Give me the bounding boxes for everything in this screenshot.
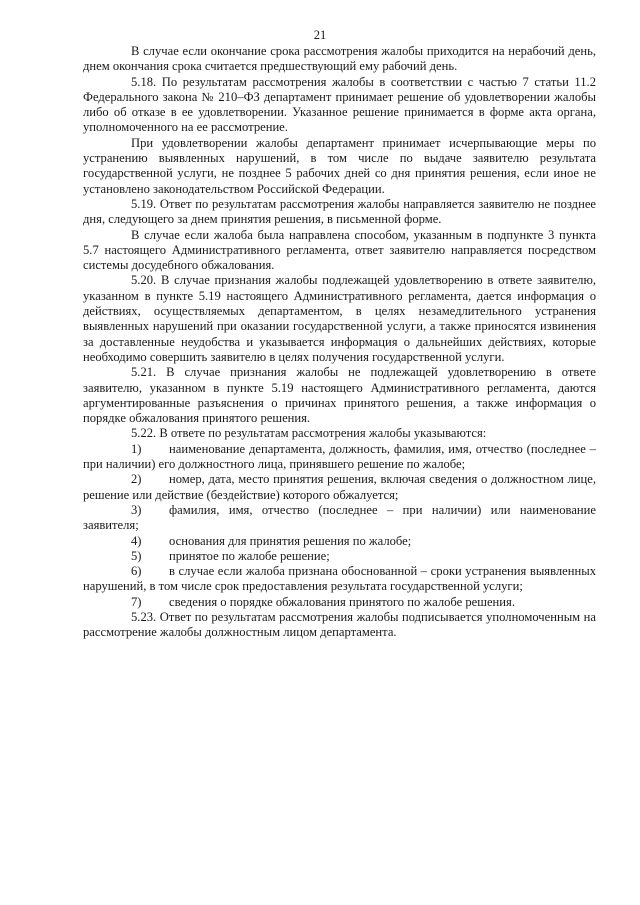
closing-paragraph: 5.23. Ответ по результатам рассмотрения жалобы подписывается уполномоченным на рассмотрение жалобы должностным лицом департамента.	[83, 609, 596, 640]
list-item-number: 4)	[131, 533, 142, 548]
list-item	[83, 503, 596, 534]
page-number: 21	[313, 28, 327, 42]
list-item	[83, 564, 596, 595]
list-item-number: 7)	[131, 594, 142, 609]
list-item	[83, 534, 596, 549]
document-body	[83, 44, 596, 641]
paragraph: 5.22. В ответе по результатам рассмотрения жалобы указываются:	[131, 426, 487, 441]
paragraph: 5.19. Ответ по результатам рассмотрения жалобы направляется заявителю не позднее дня, следующего за днем принятия решения, в письменной форме.	[83, 196, 596, 227]
list-item-number: 1)	[131, 441, 142, 456]
paragraph: 5.20. В случае признания жалобы подлежащей удовлетворению в ответе заявителю, указанном в пункте 5.19 настоящего Административного регламента, дается информация о действиях, осуществляемых департаментом, в целях незамедлительного устранения выявленных нарушений при оказании государственной услуги, а также приносятся извинения за доставленные неудобства и указывается информация о дальнейших действиях, которые необходимо совершить заявителю в целях получения государственной услуги.	[83, 273, 596, 364]
paragraph: При удовлетворении жалобы департамент принимает исчерпывающие меры по устранению выявленных нарушений, в том числе по выдаче заявителю результата государственной услуги, не позднее 5 рабочих дней со дня принятия решения, если иное не установлено законодательством Российской Федерации.	[83, 135, 596, 196]
paragraph: В случае если жалоба была направлена способом, указанным в подпункте 3 пункта 5.7 настоящего Административного регламента, ответ заявителю направляется посредством системы досудебного обжалования.	[83, 227, 596, 273]
list-item	[83, 442, 596, 473]
list-item-text: принятое по жалобе решение;	[169, 548, 330, 563]
list-item-number: 2)	[131, 472, 142, 487]
list-item-number: 6)	[131, 564, 142, 579]
paragraph: В случае если окончание срока рассмотрения жалобы приходится на нерабочий день, днем окончания срока считается предшествующий ему рабочий день.	[83, 44, 596, 74]
list-item-text: основания для принятия решения по жалобе;	[169, 533, 412, 548]
list-item-text: фамилия, имя, отчество (последнее – при наличии) или наименование заявителя;	[83, 502, 596, 533]
list-item-number: 5)	[131, 548, 142, 563]
list-item-text: номер, дата, место принятия решения, включая сведения о должностном лице, решение или действие (бездействие) которого обжалуется;	[83, 472, 596, 502]
list-item-number: 3)	[131, 502, 142, 517]
list-item	[83, 595, 596, 610]
list-item	[83, 472, 596, 503]
list-item-text: сведения о порядке обжалования принятого по жалобе решения.	[169, 594, 515, 609]
list-item-text: наименование департамента, должность, фамилия, имя, отчество (последнее – при наличии) его должностного лица, принявшего решение по жалобе;	[83, 441, 596, 472]
paragraph: 5.18. По результатам рассмотрения жалобы в соответствии с частью 7 статьи 11.2 Федерального закона № 210–ФЗ департамент принимает решение об удовлетворении жалобы либо об отказе в ее удовлетворении. Указанное решение принимается в форме акта органа, уполномоченного на ее рассмотрение.	[83, 74, 596, 135]
list-item-text: в случае если жалоба признана обоснованной – сроки устранения выявленных нарушений, в том числе срок предоставления результата государственной услуги;	[83, 564, 596, 594]
paragraph: 5.21. В случае признания жалобы не подлежащей удовлетворению в ответе заявителю, указанном в пункте 5.19 настоящего Административного регламента, даются аргументированные разъяснения о причинах принятого решения, а также информация о порядке обжалования принятого решения.	[83, 365, 596, 426]
list-item	[83, 549, 596, 564]
